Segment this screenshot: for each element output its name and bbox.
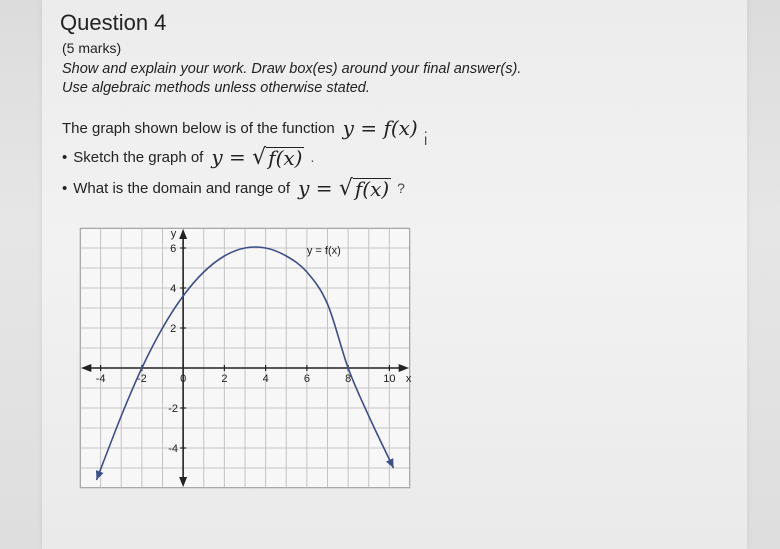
function-graph <box>80 228 410 488</box>
x-tick-label: 8 <box>345 373 352 385</box>
intro-math: y = f(x) <box>342 116 418 140</box>
bullet-2-text: What is the domain and range of <box>73 179 291 197</box>
bullet-2-radicand: f(x) <box>354 177 390 201</box>
instruction-line-1: Show and explain your work. Draw box(es) around your final answer(s). <box>62 61 522 77</box>
intro-line <box>62 116 428 140</box>
intro-text: The graph shown below is of the function <box>62 119 335 137</box>
y-tick-label: 6 <box>170 243 177 255</box>
sqrt-icon: √ f(x) <box>338 176 390 201</box>
bullet-1-text: Sketch the graph of <box>73 148 204 166</box>
x-tick-label: 2 <box>221 373 228 385</box>
x-tick-label: 0 <box>180 373 187 385</box>
y-tick-label: 4 <box>170 283 177 295</box>
question-marks: (5 marks) <box>62 40 122 56</box>
sqrt-icon: √ f(x) <box>252 145 303 170</box>
y-tick-label: -4 <box>168 443 179 455</box>
question-title: Question 4 <box>60 10 167 35</box>
text-cursor-icon: I <box>424 134 428 148</box>
curve-label: y = f(x) <box>306 245 341 257</box>
bullet-1-radicand: f(x) <box>268 146 303 170</box>
x-tick-label: 10 <box>383 373 396 385</box>
intro-period: . <box>423 120 428 136</box>
bullet-1-math <box>211 145 304 169</box>
x-tick-label: 4 <box>262 373 269 385</box>
bullet-dot-icon: • <box>62 148 68 166</box>
x-tick-label: 6 <box>303 373 310 385</box>
bullet-2-question-mark: ? <box>397 180 405 196</box>
bullet-1 <box>62 145 314 169</box>
bullet-2-math-lhs: y = <box>298 176 339 200</box>
x-tick-label: -2 <box>136 373 147 385</box>
bullet-2-math <box>298 176 391 200</box>
bullet-2 <box>62 176 405 200</box>
x-tick-label: -4 <box>95 373 106 385</box>
bullet-1-math-lhs: y = <box>211 145 253 169</box>
y-axis-label: y <box>170 228 177 240</box>
x-axis-label: x <box>405 373 412 385</box>
instruction-line-2: Use algebraic methods unless otherwise stated. <box>62 80 370 96</box>
y-tick-label: 2 <box>170 323 177 335</box>
bullet-1-period: . <box>310 149 315 165</box>
bullet-dot-icon: • <box>62 179 68 197</box>
y-tick-label: -2 <box>168 403 179 415</box>
